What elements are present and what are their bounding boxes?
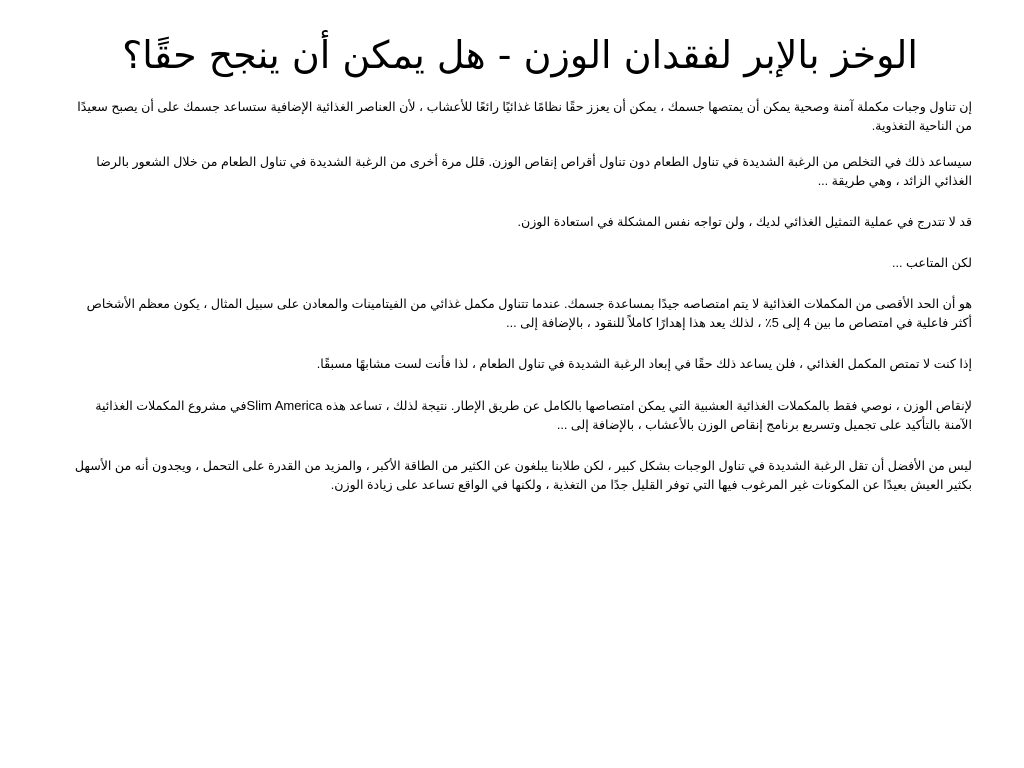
paragraph-metabolism: قد لا تتدرج في عملية التمثيل الغذائي لديك ، ولن تواجه نفس المشكلة في استعادة الوزن. (517, 215, 972, 229)
paragraph-trouble: لكن المتاعب ... (891, 256, 972, 270)
paragraph-absorption: هو أن الحد الأقصى من المكملات الغذائية لا يتم امتصاصه جيدًا بمساعدة جسمك. عندما تتناول مكمل غذائي من الفيتامينات والمعادن على سبيل المثال ، يكون معظم الأشخاص أكثر فاعلية في امتصاص ما بين 4 إلى 5٪ ، لذلك يعد هذا إهدارًا كاملاً للنقود ، بالإضافة إلى ... (86, 297, 972, 330)
paragraph-not-absorbed: إذا كنت لا تمتص المكمل الغذائي ، فلن يساعد ذلك حقًا في إبعاد الرغبة الشديدة في تناول الطعام ، لذا فأنت لست مشابهًا مسبقًا. (316, 357, 972, 371)
brand-name: Slim America (246, 398, 323, 413)
paragraph-recommendation (68, 396, 972, 435)
paragraph-supplements-intro: إن تناول وجبات مكملة آمنة وصحية يمكن أن يمتصها جسمك ، يمكن أن يعزز حقًا نظامًا غذائيًا رائعًا للأعشاب ، لأن العناصر الغذائية الإضافية ستساعد جسمك على أن يصبح سعيدًا من الناحية التغذوية. (77, 100, 972, 133)
slide-title: الوخز بالإبر لفقدان الوزن - هل يمكن أن ينجح حقًا؟ (122, 33, 918, 77)
paragraph-cravings: سيساعد ذلك في التخلص من الرغبة الشديدة في تناول الطعام دون تناول أقراص إنقاص الوزن. قلل مرة أخرى من الرغبة الشديدة في تناول الطعام من خلال الشعور بالرضا الغذائي الزائد ، وهي طريقة ... (96, 155, 972, 188)
slide-body (68, 98, 972, 495)
recommendation-text-start: لإنقاص الوزن ، نوصي فقط بالمكملات الغذائية العشبية التي يمكن امتصاصها بالكامل عن طريق الإطار. نتيجة لذلك ، تساعد هذه (322, 399, 972, 413)
paragraph-benefits: ليس من الأفضل أن تقل الرغبة الشديدة في تناول الوجبات بشكل كبير ، لكن طلابنا يبلغون عن الكثير من الطاقة الأكبر ، والمزيد من القدرة على التحمل ، ويجدون أنه من الأسهل بكثير العيش بعيدًا عن المكونات غير المرغوب فيها التي توفر القليل جدًا من التغذية ، ولكنها في الواقع تساعد على زيادة الوزن. (74, 459, 972, 492)
recommendation-text-end: في مشروع المكملات الغذائية الآمنة بالتأكيد على تجميل وتسريع برنامج إنقاص الوزن بالأعشاب ، بالإضافة إلى ... (95, 399, 972, 432)
